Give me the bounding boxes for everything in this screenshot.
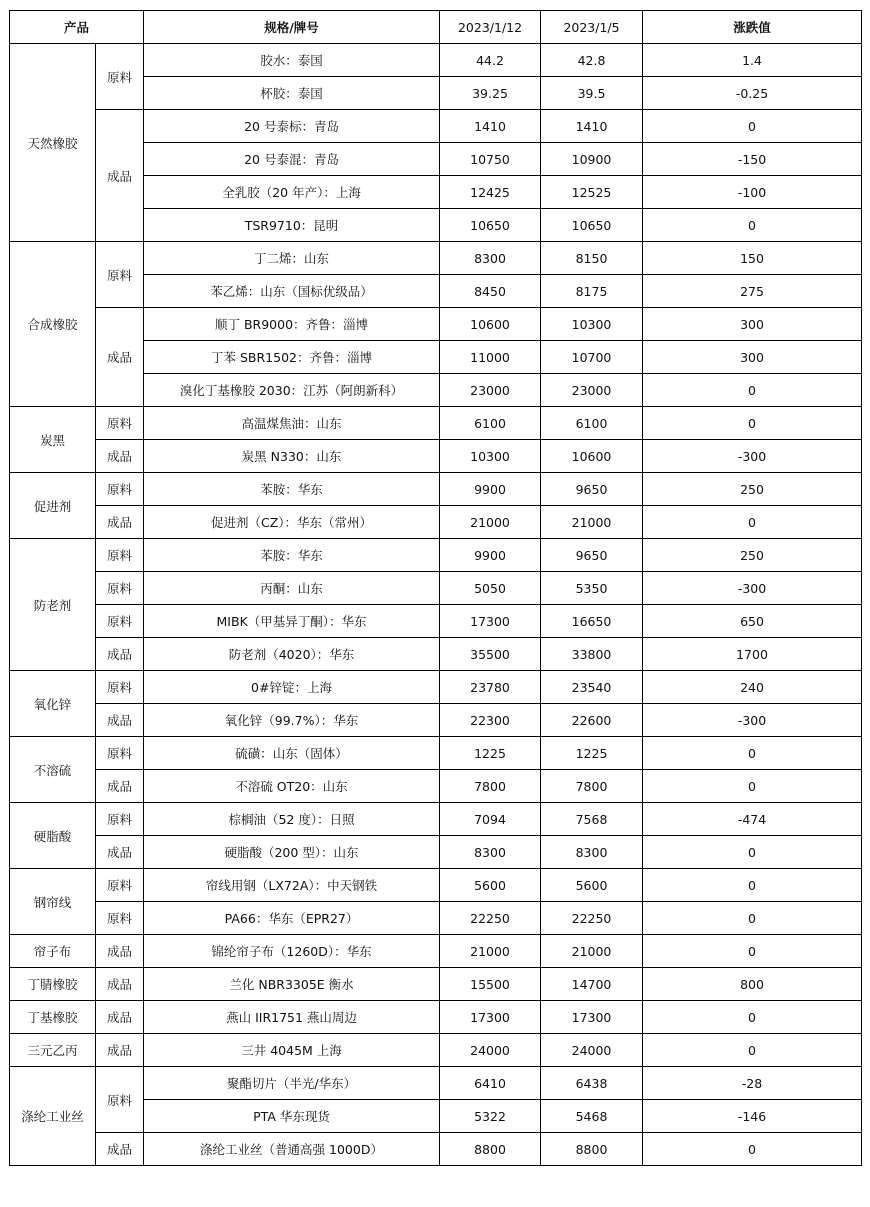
spec-cell: 顺丁 BR9000：齐鲁：淄博 [144, 308, 440, 341]
table-row [10, 242, 862, 275]
price-current: 9900 [440, 539, 541, 572]
price-previous: 12525 [541, 176, 643, 209]
table-body [10, 44, 862, 1166]
material-type: 成品 [96, 836, 144, 869]
price-current: 21000 [440, 506, 541, 539]
price-previous: 5600 [541, 869, 643, 902]
price-current: 10300 [440, 440, 541, 473]
price-previous: 10900 [541, 143, 643, 176]
price-change: -300 [643, 440, 862, 473]
price-previous: 6100 [541, 407, 643, 440]
material-type: 原料 [96, 44, 144, 110]
spec-cell: 0#锌锭：上海 [144, 671, 440, 704]
table-row [10, 671, 862, 704]
price-change: -0.25 [643, 77, 862, 110]
material-type: 成品 [96, 308, 144, 407]
price-current: 12425 [440, 176, 541, 209]
price-change: -300 [643, 704, 862, 737]
price-previous: 21000 [541, 506, 643, 539]
table-row [10, 440, 862, 473]
material-type: 成品 [96, 704, 144, 737]
spec-cell: 苯乙烯：山东（国标优级品） [144, 275, 440, 308]
price-current: 15500 [440, 968, 541, 1001]
material-type: 成品 [96, 1133, 144, 1166]
material-type: 成品 [96, 935, 144, 968]
table-row [10, 407, 862, 440]
price-previous: 10700 [541, 341, 643, 374]
table-row [10, 44, 862, 77]
price-previous: 42.8 [541, 44, 643, 77]
price-current: 8300 [440, 836, 541, 869]
price-current: 17300 [440, 1001, 541, 1034]
price-change: 240 [643, 671, 862, 704]
product-name: 氧化锌 [10, 671, 96, 737]
price-previous: 23540 [541, 671, 643, 704]
price-previous: 7800 [541, 770, 643, 803]
spec-cell: 聚酯切片（半光/华东） [144, 1067, 440, 1100]
material-type: 原料 [96, 1067, 144, 1133]
price-current: 5322 [440, 1100, 541, 1133]
material-type: 原料 [96, 803, 144, 836]
material-type: 成品 [96, 1034, 144, 1067]
product-name: 帘子布 [10, 935, 96, 968]
price-change: 800 [643, 968, 862, 1001]
table-row [10, 902, 862, 935]
price-current: 22300 [440, 704, 541, 737]
price-current: 8450 [440, 275, 541, 308]
material-type: 原料 [96, 671, 144, 704]
price-current: 7800 [440, 770, 541, 803]
price-current: 23780 [440, 671, 541, 704]
spec-cell: 丁二烯：山东 [144, 242, 440, 275]
product-name: 防老剂 [10, 539, 96, 671]
table-row [10, 836, 862, 869]
header-date-1: 2023/1/12 [440, 11, 541, 44]
price-change: 0 [643, 836, 862, 869]
material-type: 成品 [96, 638, 144, 671]
price-table [9, 10, 862, 1166]
price-previous: 9650 [541, 473, 643, 506]
header-spec: 规格/牌号 [144, 11, 440, 44]
spec-cell: 防老剂（4020）：华东 [144, 638, 440, 671]
material-type: 原料 [96, 902, 144, 935]
material-type: 原料 [96, 737, 144, 770]
price-previous: 8150 [541, 242, 643, 275]
price-current: 8300 [440, 242, 541, 275]
spec-cell: 锦纶帘子布（1260D）：华东 [144, 935, 440, 968]
spec-cell: 20 号泰标：青岛 [144, 110, 440, 143]
price-previous: 23000 [541, 374, 643, 407]
spec-cell: 全乳胶（20 年产）：上海 [144, 176, 440, 209]
spec-cell: 硬脂酸（200 型）：山东 [144, 836, 440, 869]
price-current: 6410 [440, 1067, 541, 1100]
product-name: 促进剂 [10, 473, 96, 539]
material-type: 成品 [96, 506, 144, 539]
material-type: 成品 [96, 440, 144, 473]
price-previous: 14700 [541, 968, 643, 1001]
table-row [10, 539, 862, 572]
spec-cell: 促进剂（CZ）：华东（常州） [144, 506, 440, 539]
spec-cell: MIBK（甲基异丁酮）：华东 [144, 605, 440, 638]
table-row [10, 935, 862, 968]
price-change: 0 [643, 374, 862, 407]
material-type: 原料 [96, 572, 144, 605]
price-current: 1410 [440, 110, 541, 143]
product-name: 钢帘线 [10, 869, 96, 935]
spec-cell: 苯胺：华东 [144, 539, 440, 572]
price-previous: 8175 [541, 275, 643, 308]
price-current: 39.25 [440, 77, 541, 110]
price-change: 0 [643, 407, 862, 440]
product-name: 硬脂酸 [10, 803, 96, 869]
product-name: 炭黑 [10, 407, 96, 473]
spec-cell: 溴化丁基橡胶 2030：江苏（阿朗新科） [144, 374, 440, 407]
price-current: 8800 [440, 1133, 541, 1166]
price-change: 250 [643, 539, 862, 572]
price-current: 22250 [440, 902, 541, 935]
spec-cell: 硫磺：山东（固体） [144, 737, 440, 770]
material-type: 原料 [96, 473, 144, 506]
price-current: 6100 [440, 407, 541, 440]
price-change: 650 [643, 605, 862, 638]
price-change: -28 [643, 1067, 862, 1100]
price-change: -300 [643, 572, 862, 605]
spec-cell: 杯胶：泰国 [144, 77, 440, 110]
product-name: 合成橡胶 [10, 242, 96, 407]
spec-cell: 苯胺：华东 [144, 473, 440, 506]
price-previous: 1225 [541, 737, 643, 770]
product-name: 丁基橡胶 [10, 1001, 96, 1034]
product-name: 丁腈橡胶 [10, 968, 96, 1001]
price-previous: 39.5 [541, 77, 643, 110]
price-previous: 22250 [541, 902, 643, 935]
spec-cell: 不溶硫 OT20：山东 [144, 770, 440, 803]
price-previous: 33800 [541, 638, 643, 671]
spec-cell: PTA 华东现货 [144, 1100, 440, 1133]
material-type: 成品 [96, 110, 144, 242]
table-row [10, 968, 862, 1001]
price-previous: 10650 [541, 209, 643, 242]
price-previous: 6438 [541, 1067, 643, 1100]
price-previous: 1410 [541, 110, 643, 143]
spec-cell: 棕榈油（52 度）：日照 [144, 803, 440, 836]
table-row [10, 473, 862, 506]
material-type: 成品 [96, 968, 144, 1001]
header-change: 涨跌值 [643, 11, 862, 44]
price-change: 0 [643, 209, 862, 242]
table-row [10, 803, 862, 836]
product-name: 天然橡胶 [10, 44, 96, 242]
price-change: 0 [643, 935, 862, 968]
material-type: 原料 [96, 869, 144, 902]
price-previous: 21000 [541, 935, 643, 968]
spec-cell: 燕山 IIR1751 燕山周边 [144, 1001, 440, 1034]
table-row [10, 770, 862, 803]
material-type: 原料 [96, 242, 144, 308]
table-row [10, 1067, 862, 1100]
table-row [10, 638, 862, 671]
material-type: 原料 [96, 407, 144, 440]
price-change: 0 [643, 737, 862, 770]
price-change: 0 [643, 1133, 862, 1166]
price-current: 11000 [440, 341, 541, 374]
price-change: 0 [643, 1001, 862, 1034]
price-current: 17300 [440, 605, 541, 638]
table-row [10, 1001, 862, 1034]
table-row [10, 869, 862, 902]
price-current: 1225 [440, 737, 541, 770]
price-previous: 5350 [541, 572, 643, 605]
price-current: 35500 [440, 638, 541, 671]
spec-cell: 兰化 NBR3305E 衡水 [144, 968, 440, 1001]
spec-cell: 丙酮：山东 [144, 572, 440, 605]
price-previous: 24000 [541, 1034, 643, 1067]
spec-cell: 胶水：泰国 [144, 44, 440, 77]
material-type: 成品 [96, 770, 144, 803]
table-row [10, 737, 862, 770]
table-row [10, 605, 862, 638]
price-change: 300 [643, 341, 862, 374]
spec-cell: 帘线用钢（LX72A）：中天钢铁 [144, 869, 440, 902]
price-previous: 7568 [541, 803, 643, 836]
price-previous: 9650 [541, 539, 643, 572]
price-previous: 5468 [541, 1100, 643, 1133]
price-current: 10600 [440, 308, 541, 341]
table-row [10, 1133, 862, 1166]
price-current: 44.2 [440, 44, 541, 77]
product-name: 三元乙丙 [10, 1034, 96, 1067]
price-current: 21000 [440, 935, 541, 968]
price-previous: 16650 [541, 605, 643, 638]
price-change: 1700 [643, 638, 862, 671]
price-current: 5050 [440, 572, 541, 605]
table-row [10, 308, 862, 341]
spec-cell: 炭黑 N330：山东 [144, 440, 440, 473]
table-row [10, 704, 862, 737]
price-change: 150 [643, 242, 862, 275]
price-change: -100 [643, 176, 862, 209]
material-type: 原料 [96, 605, 144, 638]
spec-cell: 三井 4045M 上海 [144, 1034, 440, 1067]
table-row [10, 110, 862, 143]
table-row [10, 1034, 862, 1067]
price-change: 0 [643, 110, 862, 143]
spec-cell: 丁苯 SBR1502：齐鲁：淄博 [144, 341, 440, 374]
price-change: -474 [643, 803, 862, 836]
product-name: 不溶硫 [10, 737, 96, 803]
table-row [10, 506, 862, 539]
header-product: 产品 [10, 11, 144, 44]
price-change: 0 [643, 902, 862, 935]
price-previous: 8300 [541, 836, 643, 869]
price-current: 10750 [440, 143, 541, 176]
spec-cell: 涤纶工业丝（普通高强 1000D） [144, 1133, 440, 1166]
price-current: 7094 [440, 803, 541, 836]
spec-cell: PA66：华东（EPR27） [144, 902, 440, 935]
spec-cell: 高温煤焦油：山东 [144, 407, 440, 440]
price-change: 0 [643, 1034, 862, 1067]
price-change: -150 [643, 143, 862, 176]
price-current: 10650 [440, 209, 541, 242]
price-change: 0 [643, 869, 862, 902]
price-change: 0 [643, 770, 862, 803]
price-change: 1.4 [643, 44, 862, 77]
price-current: 24000 [440, 1034, 541, 1067]
price-change: -146 [643, 1100, 862, 1133]
header-date-2: 2023/1/5 [541, 11, 643, 44]
price-previous: 17300 [541, 1001, 643, 1034]
spec-cell: TSR9710：昆明 [144, 209, 440, 242]
spec-cell: 氧化锌（99.7%）：华东 [144, 704, 440, 737]
material-type: 成品 [96, 1001, 144, 1034]
price-change: 250 [643, 473, 862, 506]
price-change: 275 [643, 275, 862, 308]
price-current: 9900 [440, 473, 541, 506]
price-previous: 22600 [541, 704, 643, 737]
table-row [10, 572, 862, 605]
price-previous: 10300 [541, 308, 643, 341]
price-change: 300 [643, 308, 862, 341]
price-previous: 10600 [541, 440, 643, 473]
price-previous: 8800 [541, 1133, 643, 1166]
price-current: 23000 [440, 374, 541, 407]
price-change: 0 [643, 506, 862, 539]
header-row [10, 11, 862, 44]
price-current: 5600 [440, 869, 541, 902]
spec-cell: 20 号泰混：青岛 [144, 143, 440, 176]
product-name: 涤纶工业丝 [10, 1067, 96, 1166]
material-type: 原料 [96, 539, 144, 572]
